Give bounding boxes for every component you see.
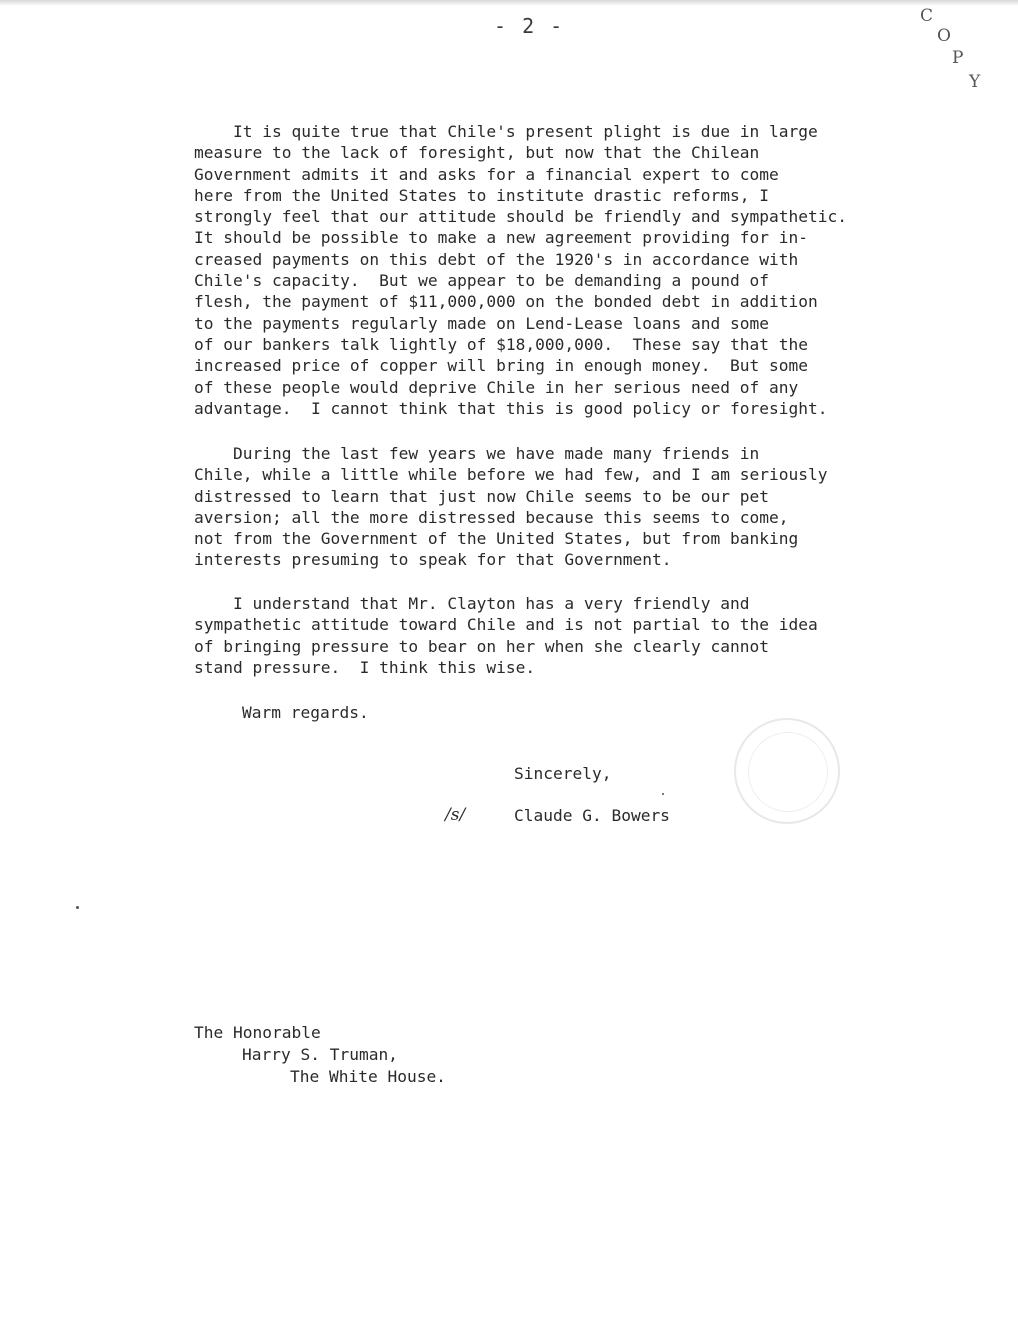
- copy-mark-letter: P: [952, 48, 964, 68]
- valediction: Sincerely,: [514, 764, 612, 783]
- archive-stamp-inner-ring: [748, 732, 828, 812]
- addressee-line: Harry S. Truman,: [242, 1045, 398, 1064]
- paragraph-friends: [194, 443, 914, 571]
- paragraph-text: I understand that Mr. Clayton has a very friendly and sympathetic attitude toward Chile and is not partial to the idea of bringing pressure to bear on her when she clearly cannot stand pressure. I think this wise.: [194, 594, 818, 677]
- closing-line: Warm regards.: [242, 703, 369, 722]
- archive-stamp: [734, 718, 840, 824]
- signature-mark: /s/: [445, 805, 466, 825]
- paragraph-text: It is quite true that Chile's present plight is due in large measure to the lack of foresight, but now that the Chilean Government admits it and asks for a financial expert to come here from the United States to institute drastic reforms, I strongly feel that our attitude should be friendly and sympathetic. It should be possible to make a new agreement providing for in- creased payments on this debt of the 1920's in accordance with Chile's capacity. But we appear to be demanding a pound of flesh, the payment of $11,000,000 on the bonded debt in addition to the payments regularly made on Lend-Lease loans and some of our bankers talk lightly of $18,000,000. These say that the increased price of copper will bring in enough money. But some of these people would deprive Chile in her serious need of any advantage. I cannot think that this is good policy or foresight.: [194, 122, 847, 418]
- paragraph-text: During the last few years we have made many friends in Chile, while a little while before we had few, and I am seriously distressed to learn that just now Chile seems to be our pet aversion; all the more distressed because this seems to come, not from the Government of the United States, but from banking interests presuming to speak for that Government.: [194, 444, 828, 570]
- copy-mark-letter: C: [920, 6, 934, 26]
- addressee-line: The White House.: [290, 1067, 446, 1086]
- addressee-block: [194, 1022, 446, 1088]
- page-number: - 2 -: [494, 14, 565, 38]
- copy-mark-letter: Y: [969, 72, 981, 92]
- scan-edge-shadow: [0, 0, 1018, 6]
- paragraph-foresight: [194, 121, 914, 419]
- copy-mark-letter: O: [937, 26, 951, 46]
- paragraph-clayton: [194, 593, 914, 678]
- scan-speck: [76, 906, 79, 909]
- addressee-line: The Honorable: [194, 1023, 321, 1042]
- scan-speck: [662, 793, 664, 795]
- signer-name: Claude G. Bowers: [514, 806, 670, 825]
